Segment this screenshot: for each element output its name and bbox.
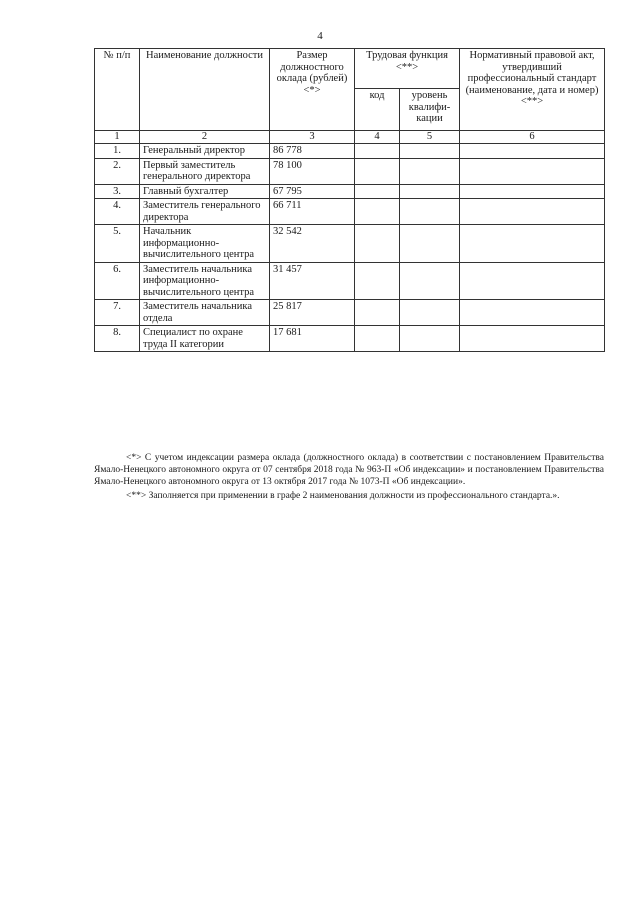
row-number: 5. xyxy=(95,225,140,263)
position-name: Первый заместитель генерального директора xyxy=(140,158,270,184)
table-row xyxy=(95,144,605,159)
salary-value: 78 100 xyxy=(270,158,355,184)
function-code-cell xyxy=(355,199,400,225)
row-number: 6. xyxy=(95,262,140,300)
position-name: Заместитель генерального директора xyxy=(140,199,270,225)
table-row xyxy=(95,184,605,199)
standard-act-cell xyxy=(460,262,605,300)
salary-value: 17 681 xyxy=(270,326,355,352)
table-body xyxy=(95,131,605,352)
table-row xyxy=(95,326,605,352)
row-number: 2. xyxy=(95,158,140,184)
qualification-level-cell xyxy=(400,184,460,199)
header-name: Наименование должности xyxy=(140,49,270,131)
position-name: Заместитель начальника информационно-вычислительного центра xyxy=(140,262,270,300)
qualification-level-cell xyxy=(400,262,460,300)
standard-act-cell xyxy=(460,199,605,225)
row-number: 7. xyxy=(95,300,140,326)
column-number: 3 xyxy=(270,131,355,144)
salary-value: 66 711 xyxy=(270,199,355,225)
page-number: 4 xyxy=(317,30,323,42)
standard-act-cell xyxy=(460,144,605,159)
salary-value: 67 795 xyxy=(270,184,355,199)
header-level: уровень квалифи-кации xyxy=(400,89,460,131)
position-name: Специалист по охране труда II категории xyxy=(140,326,270,352)
salary-value: 31 457 xyxy=(270,262,355,300)
qualification-level-cell xyxy=(400,326,460,352)
function-code-cell xyxy=(355,300,400,326)
header-salary: Размер должностного оклада (рублей) <*> xyxy=(270,49,355,131)
salary-value: 86 778 xyxy=(270,144,355,159)
function-code-cell xyxy=(355,326,400,352)
column-number-row xyxy=(95,131,605,144)
salary-value: 32 542 xyxy=(270,225,355,263)
header-act: Нормативный правовой акт, утвердивший профессиональный стандарт (наименование, дата и номер) <**> xyxy=(460,49,605,131)
position-name: Главный бухгалтер xyxy=(140,184,270,199)
qualification-level-cell xyxy=(400,199,460,225)
header-labor-function: Трудовая функция <**> xyxy=(355,49,460,89)
row-number: 3. xyxy=(95,184,140,199)
row-number: 4. xyxy=(95,199,140,225)
position-name: Генеральный директор xyxy=(140,144,270,159)
column-number: 4 xyxy=(355,131,400,144)
position-name: Заместитель начальника отдела xyxy=(140,300,270,326)
qualification-level-cell xyxy=(400,300,460,326)
position-name: Начальник информационно-вычислительного центра xyxy=(140,225,270,263)
table-row xyxy=(95,199,605,225)
header-num: № п/п xyxy=(95,49,140,131)
qualification-level-cell xyxy=(400,158,460,184)
function-code-cell xyxy=(355,144,400,159)
column-number: 6 xyxy=(460,131,605,144)
table-row xyxy=(95,158,605,184)
row-number: 8. xyxy=(95,326,140,352)
function-code-cell xyxy=(355,158,400,184)
function-code-cell xyxy=(355,225,400,263)
standard-act-cell xyxy=(460,158,605,184)
standard-act-cell xyxy=(460,184,605,199)
standard-act-cell xyxy=(460,225,605,263)
function-code-cell xyxy=(355,262,400,300)
table-row xyxy=(95,225,605,263)
table-row xyxy=(95,300,605,326)
row-number: 1. xyxy=(95,144,140,159)
salary-value: 25 817 xyxy=(270,300,355,326)
footnotes xyxy=(94,452,604,502)
table-row xyxy=(95,262,605,300)
column-number: 1 xyxy=(95,131,140,144)
qualification-level-cell xyxy=(400,144,460,159)
function-code-cell xyxy=(355,184,400,199)
footnote-professional-standard: <**> Заполняется при применении в графе 2 наименования должности из профессионального стандарта.». xyxy=(126,491,560,501)
column-number: 5 xyxy=(400,131,460,144)
qualification-level-cell xyxy=(400,225,460,263)
standard-act-cell xyxy=(460,326,605,352)
column-number: 2 xyxy=(140,131,270,144)
header-code: код xyxy=(355,89,400,131)
standard-act-cell xyxy=(460,300,605,326)
footnote-salary-indexation: <*> С учетом индексации размера оклада (должностного оклада) в соответствии с постановлением Правительства Ямало-Ненецкого автономного округа от 07 сентября 2018 года № 963-П «Об индексации» и постановлением Правительства Ямало-Ненецкого автономного округа от 13 октября 2017 года № 1073-П «Об индексации». xyxy=(94,453,604,487)
salary-table xyxy=(94,48,605,352)
